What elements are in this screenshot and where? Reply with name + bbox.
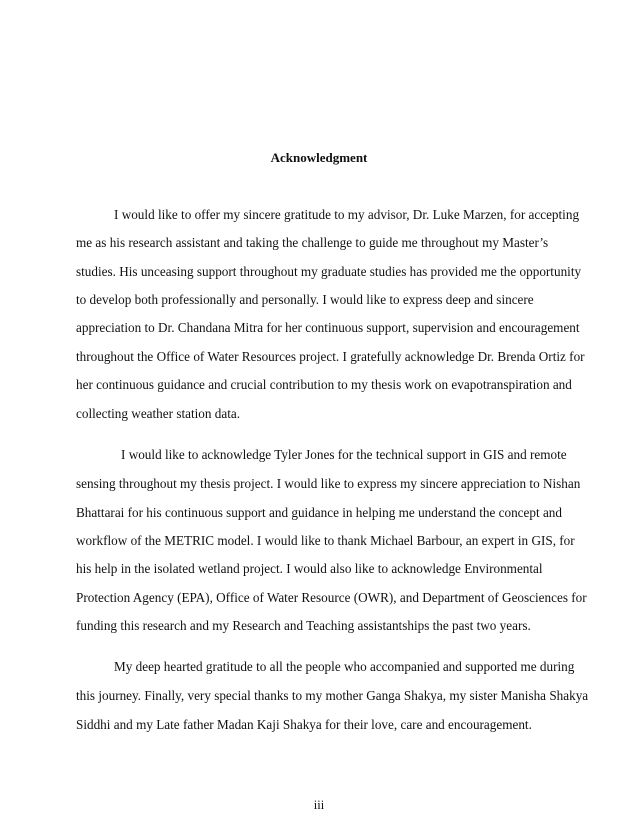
paragraph-line: Siddhi and my Late father Madan Kaji Shakya for their love, care and encouragement. [76,717,532,732]
paragraph-line: throughout the Office of Water Resources project. I gratefully acknowledge Dr. Brenda Ortiz for [76,349,585,364]
page-number: iii [313,798,325,812]
paragraph-line: collecting weather station data. [76,406,241,421]
paragraph-line: funding this research and my Research and Teaching assistantships the past two years. [76,618,531,633]
paragraph-line: I would like to offer my sincere gratitude to my advisor, Dr. Luke Marzen, for accepting [114,207,580,222]
paragraph-line: Protection Agency (EPA), Office of Water Resource (OWR), and Department of Geosciences for [76,590,587,605]
paragraph-line: Bhattarai for his continuous support and guidance in helping me understand the concept and [76,505,562,520]
paragraph-line: appreciation to Dr. Chandana Mitra for her continuous support, supervision and encouragement [76,320,580,335]
paragraph-line: sensing throughout my thesis project. I would like to express my sincere appreciation to Nishan [76,476,581,491]
page-title: Acknowledgment [270,150,368,165]
paragraph-line: studies. His unceasing support throughout my graduate studies has provided me the opportunity [76,264,582,279]
paragraph-line: her continuous guidance and crucial contribution to my thesis work on evapotranspiration and [76,377,572,392]
paragraph-line: workflow of the METRIC model. I would like to thank Michael Barbour, an expert in GIS, for [76,533,575,548]
paragraph-line: his help in the isolated wetland project. I would also like to acknowledge Environmental [76,561,543,576]
paragraph-line: My deep hearted gratitude to all the people who accompanied and supported me during [114,659,575,674]
paragraph-line: me as his research assistant and taking the challenge to guide me throughout my Master’s [76,235,549,250]
paragraph-line: to develop both professionally and personally. I would like to express deep and sincere [76,292,534,307]
paragraph-line: this journey. Finally, very special thanks to my mother Ganga Shakya, my sister Manisha Shakya [76,688,589,703]
paragraph-line: I would like to acknowledge Tyler Jones for the technical support in GIS and remote [121,447,567,462]
